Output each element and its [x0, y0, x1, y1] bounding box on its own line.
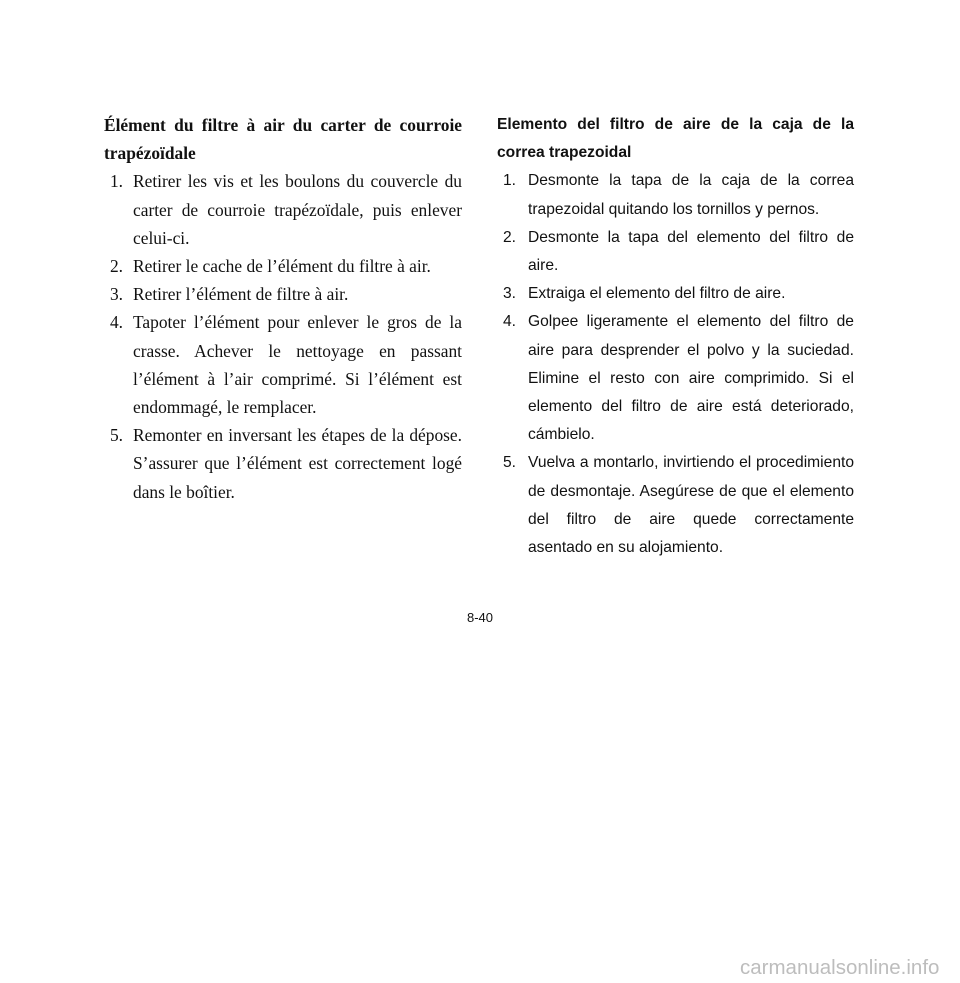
step-number: 4. — [502, 313, 516, 331]
step-number: 2. — [502, 228, 516, 246]
step-number: 2. — [109, 256, 123, 277]
step-text: Remonter en inversant les étapes de la dépose. S’assurer que l’élément est correctement logé dans le boîtier. — [133, 425, 462, 502]
step-text: Desmonte la tapa de la caja de la correa trapezoidal quitando los tornillos y pernos. — [528, 172, 854, 218]
step-text: Extraiga el elemento del filtro de aire. — [528, 285, 786, 303]
french-step-3 — [105, 280, 462, 308]
step-number: 1. — [502, 172, 516, 190]
spanish-step-2 — [500, 224, 854, 280]
step-text: Desmonte la tapa del elemento del filtro de aire. — [528, 228, 854, 275]
step-number: 5. — [109, 425, 123, 446]
step-number: 5. — [502, 454, 516, 472]
watermark: carmanualsonline.info — [740, 956, 940, 979]
step-text: Retirer les vis et les boulons du couvercle du carter de courroie trapézoïdale, puis enlever celui-ci. — [133, 171, 462, 248]
spanish-step-list — [497, 167, 854, 562]
step-text: Tapoter l’élément pour enlever le gros de la crasse. Achever le nettoyage en passant l’élément à l’air comprimé. Si l’élément est endommagé, le remplacer. — [133, 312, 462, 418]
spanish-heading: Elemento del filtro de aire de la caja de la correa trapezoidal — [497, 116, 854, 162]
french-section — [104, 111, 462, 506]
spanish-section — [497, 111, 854, 562]
step-number: 3. — [502, 285, 516, 303]
page-number: 8-40 — [466, 610, 494, 625]
spanish-step-1 — [500, 167, 854, 223]
step-number: 3. — [109, 284, 123, 305]
step-text: Retirer le cache de l’élément du filtre à air. — [133, 256, 431, 277]
french-heading: Élément du filtre à air du carter de courroie trapézoïdale — [104, 115, 462, 164]
step-text: Vuelva a montarlo, invirtiendo el procedimiento de desmontaje. Asegúrese de que el elemento del filtro de aire quede correctamente asentado en su alojamiento. — [528, 454, 854, 557]
spanish-step-3 — [500, 280, 854, 308]
spanish-step-5 — [500, 449, 854, 562]
french-step-4 — [105, 308, 462, 421]
spanish-step-4 — [500, 308, 854, 449]
french-step-1 — [105, 167, 462, 252]
step-number: 1. — [109, 171, 123, 192]
step-number: 4. — [109, 312, 123, 333]
french-step-5 — [105, 421, 462, 506]
step-text: Golpee ligeramente el elemento del filtro de aire para desprender el polvo y la suciedad. Elimine el resto con aire comprimido. Si el elemento del filtro de aire está deteriorado, cámbielo. — [528, 313, 854, 444]
french-step-list — [104, 167, 462, 505]
french-step-2 — [105, 252, 462, 280]
step-text: Retirer l’élément de filtre à air. — [133, 284, 349, 305]
